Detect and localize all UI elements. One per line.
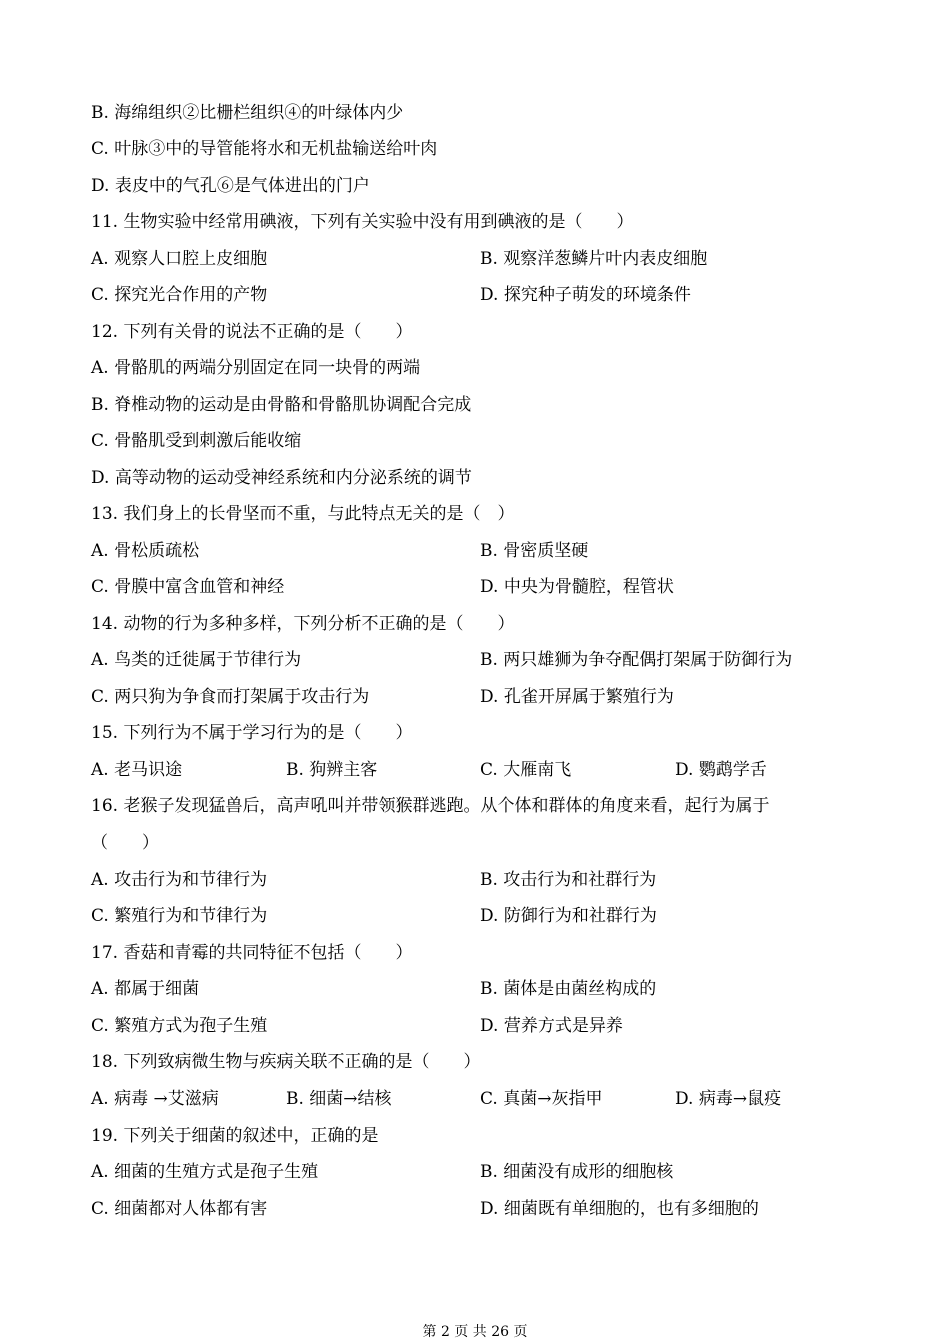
option-line: C. 叶脉③中的导管能将水和无机盐输送给叶肉: [91, 139, 438, 159]
option: A. 细菌的生殖方式是孢子生殖: [91, 1162, 319, 1182]
question-stem: 14. 动物的行为多种多样，下列分析不正确的是（ ）: [91, 614, 515, 634]
question-stem: 11. 生物实验中经常用碘液，下列有关实验中没有用到碘液的是（ ）: [91, 212, 634, 232]
option: C. 骨膜中富含血管和神经: [91, 577, 285, 597]
option: B. 细菌→结核: [286, 1089, 392, 1109]
option: C. 真菌→灰指甲: [480, 1089, 603, 1109]
question-stem: 18. 下列致病微生物与疾病关联不正确的是（ ）: [91, 1052, 481, 1072]
question-stem: 13. 我们身上的长骨坚而不重，与此特点无关的是（ ）: [91, 504, 515, 524]
option: B. 骨密质坚硬: [480, 541, 589, 561]
option: B. 狗辨主客: [286, 760, 378, 780]
option-line: A. 骨骼肌的两端分别固定在同一块骨的两端: [91, 358, 421, 378]
option: D. 孔雀开屏属于繁殖行为: [480, 687, 674, 707]
question-stem: 12. 下列有关骨的说法不正确的是（ ）: [91, 322, 413, 342]
option: C. 大雁南飞: [480, 760, 572, 780]
option-line: D. 高等动物的运动受神经系统和内分泌系统的调节: [91, 468, 472, 488]
option-line: D. 表皮中的气孔⑥是气体进出的门户: [91, 176, 370, 196]
option: B. 菌体是由菌丝构成的: [480, 979, 657, 999]
option: A. 攻击行为和节律行为: [91, 870, 268, 890]
option: C. 细菌都对人体都有害: [91, 1199, 268, 1219]
option: A. 鸟类的迁徙属于节律行为: [91, 650, 302, 670]
option: C. 繁殖行为和节律行为: [91, 906, 268, 926]
option: B. 两只雄狮为争夺配偶打架属于防御行为: [480, 650, 793, 670]
option: B. 细菌没有成形的细胞核: [480, 1162, 674, 1182]
option: D. 细菌既有单细胞的，也有多细胞的: [480, 1199, 759, 1219]
question-stem-continuation: （ ）: [91, 833, 159, 853]
option: D. 病毒→鼠疫: [675, 1089, 782, 1109]
option-line: B. 海绵组织②比栅栏组织④的叶绿体内少: [91, 103, 404, 123]
option: C. 繁殖方式为孢子生殖: [91, 1016, 268, 1036]
option: D. 营养方式是异养: [480, 1016, 623, 1036]
option: D. 中央为骨髓腔，程管状: [480, 577, 674, 597]
option: A. 老马识途: [91, 760, 183, 780]
option: D. 探究种子萌发的环境条件: [480, 285, 691, 305]
question-stem: 16. 老猴子发现猛兽后，高声吼叫并带领猴群逃跑。从个体和群体的角度来看，起行为属于: [91, 796, 770, 816]
option: C. 探究光合作用的产物: [91, 285, 268, 305]
option: C. 两只狗为争食而打架属于攻击行为: [91, 687, 370, 707]
option: A. 观察人口腔上皮细胞: [91, 249, 268, 269]
option: B. 观察洋葱鳞片叶内表皮细胞: [480, 249, 708, 269]
option-line: B. 脊椎动物的运动是由骨骼和骨骼肌协调配合完成: [91, 395, 472, 415]
option: D. 鹦鹉学舌: [675, 760, 767, 780]
question-stem: 17. 香菇和青霉的共同特征不包括（ ）: [91, 943, 413, 963]
option: B. 攻击行为和社群行为: [480, 870, 657, 890]
option: A. 病毒 →艾滋病: [91, 1089, 219, 1109]
option: D. 防御行为和社群行为: [480, 906, 657, 926]
option: A. 都属于细菌: [91, 979, 200, 999]
option-line: C. 骨骼肌受到刺激后能收缩: [91, 431, 302, 451]
question-stem: 19. 下列关于细菌的叙述中，正确的是: [91, 1126, 379, 1146]
option: A. 骨松质疏松: [91, 541, 200, 561]
page-footer: 第 2 页 共 26 页: [422, 1324, 528, 1340]
question-stem: 15. 下列行为不属于学习行为的是（ ）: [91, 723, 413, 743]
